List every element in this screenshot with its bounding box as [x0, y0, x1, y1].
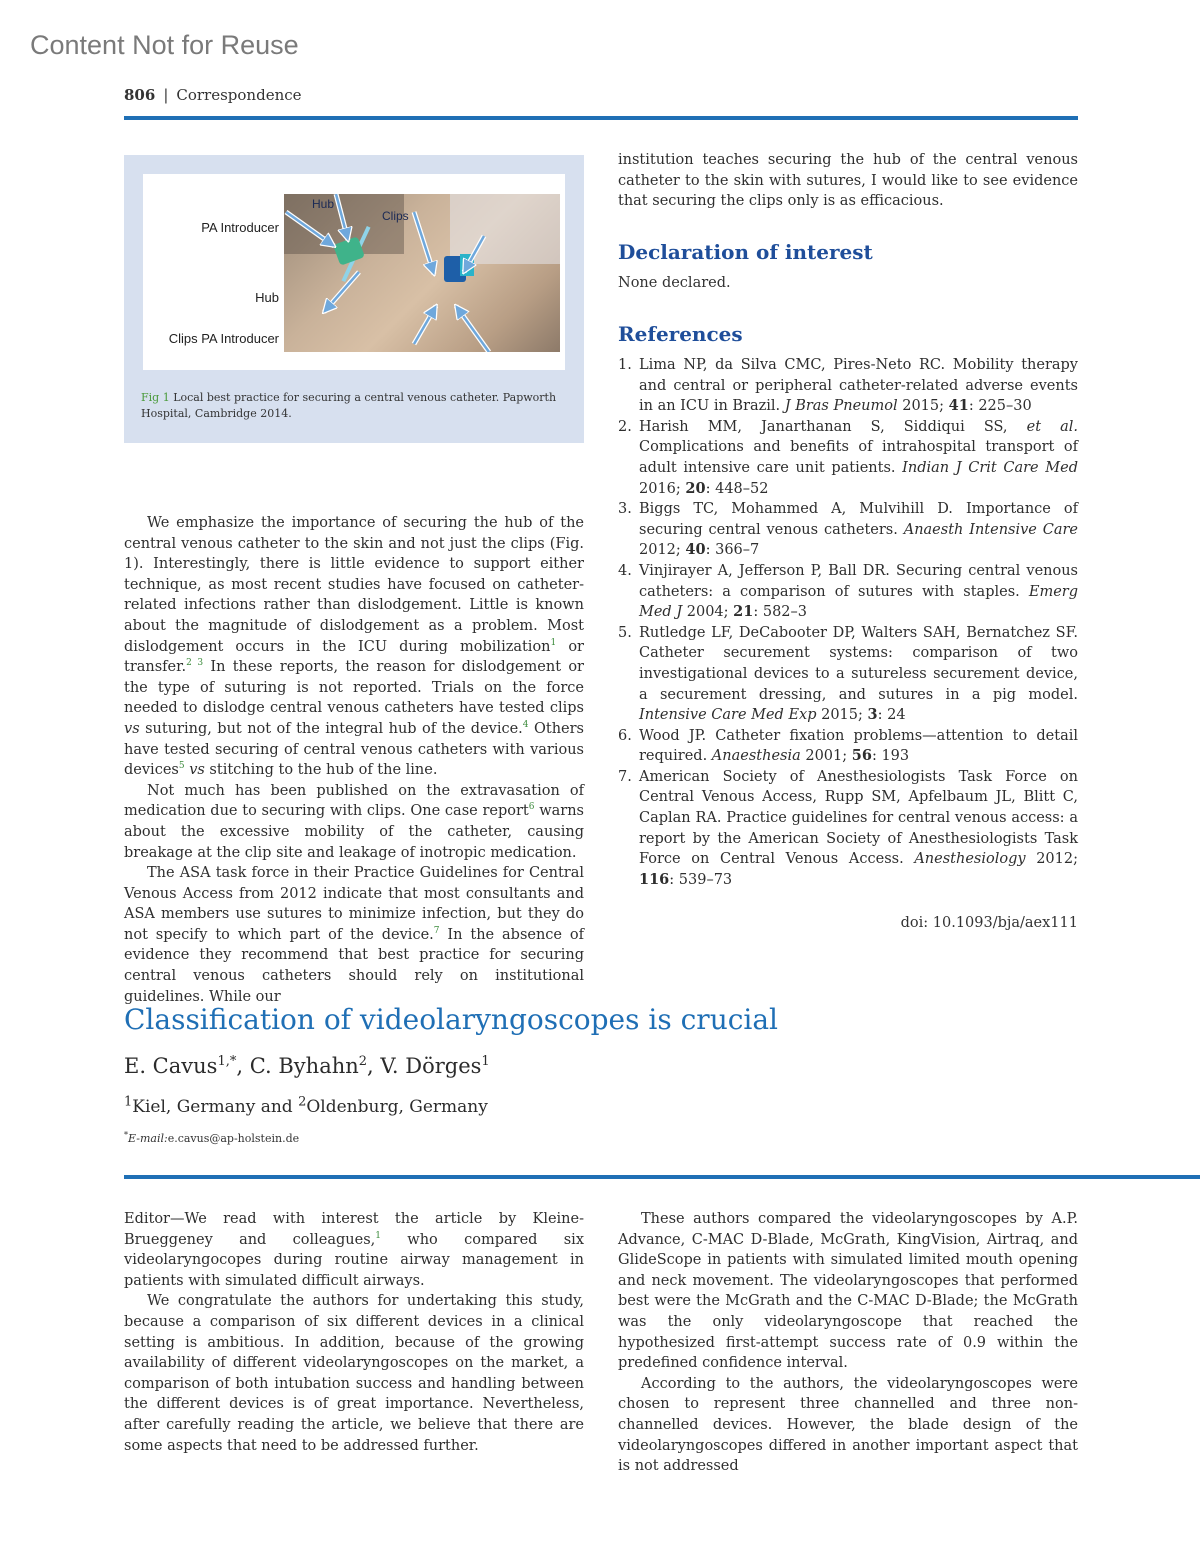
- body-paragraph: We emphasize the importance of securing the hub of the central venous catheter to the skin and not just the clips (Fig. 1). Interestingly, there is little evidence to support either technique, as most recent studies have focused on catheter-related infections rather than dislodgement. Little is known about the magnitude of dislodgement as a problem. Most dislodgement occurs in the ICU during mobilization$^1$ or transfer.$^{2 3}$ In these reports, the reason for dislodgement or the type of suturing is not reported. Trials on the force needed to dislodge central venous catheters have tested clips vs suturing, but not of the integral hub of the device.$^4$ Others have tested securing of central venous catheters with various devices$^5$ vs stitching to the hub of the line.: [124, 515, 584, 779]
- doi: doi: 10.1093/bja/aex111: [900, 915, 1078, 931]
- reference-item: 6. Wood JP. Catheter fixation problems—attention to detail required. Anaesthesia 2001; 56: 193: [618, 727, 1078, 765]
- right-column-article2: [618, 1209, 1078, 1477]
- pointer-arrows: [284, 194, 560, 352]
- catheter-photo: [284, 194, 560, 352]
- label-pa-introducer: PA Introducer: [201, 220, 279, 235]
- right-column-continuation: [618, 150, 1078, 212]
- figure-number: Fig 1: [141, 391, 170, 404]
- label-clips-pa-introducer: Clips PA Introducer: [168, 331, 279, 346]
- page-number: 806: [124, 86, 156, 104]
- author-name: V. Dörges: [380, 1054, 482, 1078]
- author-list: E. Cavus$^{1,*}$, C. Byhahn$^2$, V. Dörges$^1$: [124, 1054, 490, 1078]
- reference-item: 4. Vinjirayer A, Jefferson P, Ball DR. Securing central venous catheters: a comparison of sutures with staples. Emerg Med J 2004; 21: 582–3: [618, 562, 1078, 621]
- reference-item: 1. Lima NP, da Silva CMC, Pires-Neto RC. Mobility therapy and central or peripheral catheter-related adverse events in an ICU in Brazil. J Bras Pneumol 2015; 41: 225–30: [618, 357, 1078, 415]
- reference-item: 7. American Society of Anesthesiologists Task Force on Central Venous Access, Rupp SM, Apfelbaum JL, Blitt C, Caplan RA. Practice guidelines for central venous access: a report by the American Society of Anesthesiologists Task Force on Central Venous Access. Anesthesiology 2012; 116: 539–73: [618, 768, 1078, 888]
- section-rule: [124, 1175, 1200, 1179]
- body-paragraph: Not much has been published on the extravasation of medication due to securing with clips. One case report$^6$ warns about the excessive mobility of the catheter, causing breakage at the clip site and leakage of inotropic medication.: [124, 782, 584, 861]
- email-address[interactable]: e.cavus@ap-holstein.de: [167, 1132, 300, 1145]
- watermark: Content Not for Reuse: [30, 30, 299, 60]
- declaration-heading: Declaration of interest: [618, 240, 873, 264]
- reference-item: 3. Biggs TC, Mohammed A, Mulvihill D. Importance of securing central venous catheters. Anaesth Intensive Care 2012; 40: 366–7: [618, 501, 1078, 559]
- affiliation: $^1$Kiel, Germany and $^2$Oldenburg, Germany: [124, 1094, 488, 1117]
- reference-item: 5. Rutledge LF, DeCabooter DP, Walters SAH, Bernatchez SF. Catheter securement systems: comparison of two investigational devices to a sutureless securement device, a securement dressing, and sutures in a pig model. Intensive Care Med Exp 2015; 3: 24: [618, 624, 1078, 724]
- label-hub: Hub: [255, 290, 279, 305]
- photo-label-clips: Clips: [382, 209, 409, 223]
- body-paragraph: The ASA task force in their Practice Guidelines for Central Venous Access from 2012 indicate that most consultants and ASA members use sutures to minimize infection, but they do not specify to which part of the device.$^7$ In the absence of evidence they recommend that best practice for securing central venous catheters should rely on institutional guidelines. While our: [124, 865, 585, 1005]
- left-column-article1: [124, 513, 584, 1007]
- author-name: C. Byhahn: [249, 1054, 359, 1078]
- running-head-separator: |: [163, 86, 169, 104]
- declaration-text: None declared.: [618, 275, 731, 291]
- figure-panel: [124, 155, 584, 443]
- body-paragraph: Editor—We read with interest the article by Kleine-Brueggeney and colleagues,$^1$ who compared six videolaryngocopes during routine airway management in patients with simulated difficult airways.: [124, 1211, 584, 1289]
- author-name: E. Cavus: [124, 1054, 218, 1078]
- top-rule: [124, 116, 1078, 120]
- body-paragraph: institution teaches securing the hub of the central venous catheter to the skin with sutures, I would like to see evidence that securing the clips only is as efficacious.: [618, 152, 1078, 210]
- body-paragraph: According to the authors, the videolaryngoscopes were chosen to represent three channelled and three non-channelled devices. However, the blade design of the videolaryngoscopes differed in another important aspect that is not addressed: [618, 1375, 1078, 1475]
- article-title: Classification of videolaryngoscopes is crucial: [124, 1003, 779, 1036]
- figure-image-area: [143, 174, 565, 370]
- figure-caption-text: Local best practice for securing a central venous catheter. Papworth Hospital, Cambridge 2014.: [141, 391, 557, 420]
- section-name: Correspondence: [176, 86, 302, 104]
- reference-item: 2. Harish MM, Janarthanan S, Siddiqui SS, et al. Complications and benefits of intrahospital transport of adult intensive care unit patients. Indian J Crit Care Med 2016; 20: 448–52: [618, 418, 1079, 497]
- running-head: [124, 86, 302, 104]
- references-heading: References: [618, 322, 743, 346]
- reference-list: [618, 355, 1078, 890]
- left-column-article2: [124, 1209, 584, 1456]
- photo-label-hub: Hub: [312, 197, 335, 211]
- body-paragraph: We congratulate the authors for undertaking this study, because a comparison of six different devices in a clinical setting is ambitious. In addition, because of the growing availability of different videolaryngoscopes on the market, a comparison of both intubation success and handling between the different devices is of great importance. Nevertheless, after carefully reading the article, we believe that there are some aspects that need to be addressed further.: [124, 1293, 584, 1454]
- body-paragraph: These authors compared the videolaryngoscopes by A.P. Advance, C-MAC D-Blade, McGrath, KingVision, Airtraq, and GlideScope in patients with simulated limited mouth opening and neck movement. The videolaryngoscopes that performed best were the McGrath and the C-MAC D-Blade; the McGrath was the only videolaryngoscope that reached the hypothesized first-attempt success rate of 0.9 within the predefined confidence interval.: [618, 1211, 1078, 1372]
- corresponding-email: *E-mail:e.cavus@ap-holstein.de: [124, 1130, 300, 1145]
- figure-caption: [141, 390, 571, 422]
